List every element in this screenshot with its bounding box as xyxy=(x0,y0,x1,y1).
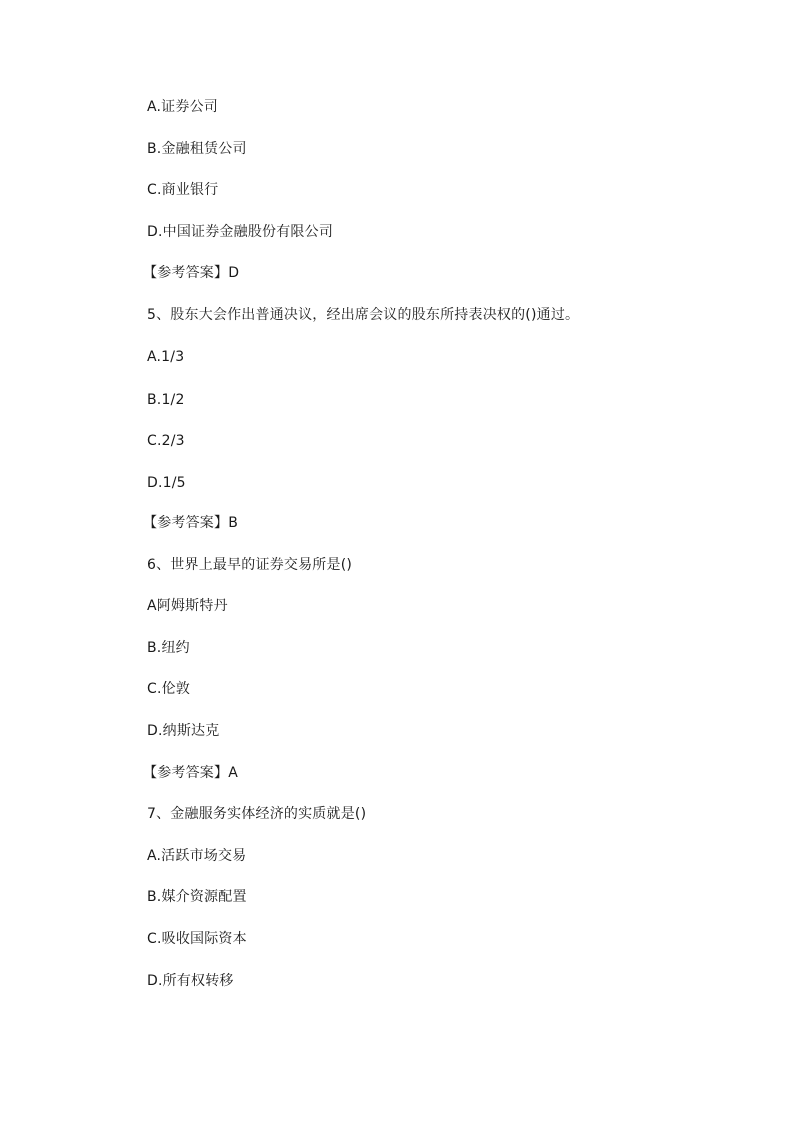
answer-line: 【参考答案】B xyxy=(143,515,239,531)
option-line: A.证券公司 xyxy=(147,99,218,115)
option-line: C.2/3 xyxy=(147,433,185,449)
option-line: A.1/3 xyxy=(147,349,185,365)
option-line: B.1/2 xyxy=(147,392,185,408)
question-line: 6、世界上最早的证券交易所是() xyxy=(147,557,353,573)
option-line: B.金融租赁公司 xyxy=(147,141,247,157)
question-line: 5、股东大会作出普通决议，经出席会议的股东所持表决权的()通过。 xyxy=(147,307,580,323)
option-line: C.商业银行 xyxy=(147,182,219,198)
option-line: B.纽约 xyxy=(147,640,190,656)
option-line: D.纳斯达克 xyxy=(147,723,220,739)
option-line: D.1/5 xyxy=(147,475,186,491)
option-line: C.伦敦 xyxy=(147,681,191,697)
option-line: C.吸收国际资本 xyxy=(147,931,247,947)
option-line: A.活跃市场交易 xyxy=(147,848,247,864)
answer-line: 【参考答案】A xyxy=(143,765,238,781)
option-line: A阿姆斯特丹 xyxy=(147,598,228,614)
option-line: D.所有权转移 xyxy=(147,973,234,989)
option-line: B.媒介资源配置 xyxy=(147,889,247,905)
answer-line: 【参考答案】D xyxy=(143,265,240,281)
option-line: D.中国证券金融股份有限公司 xyxy=(147,224,334,240)
question-line: 7、金融服务实体经济的实质就是() xyxy=(147,806,367,822)
